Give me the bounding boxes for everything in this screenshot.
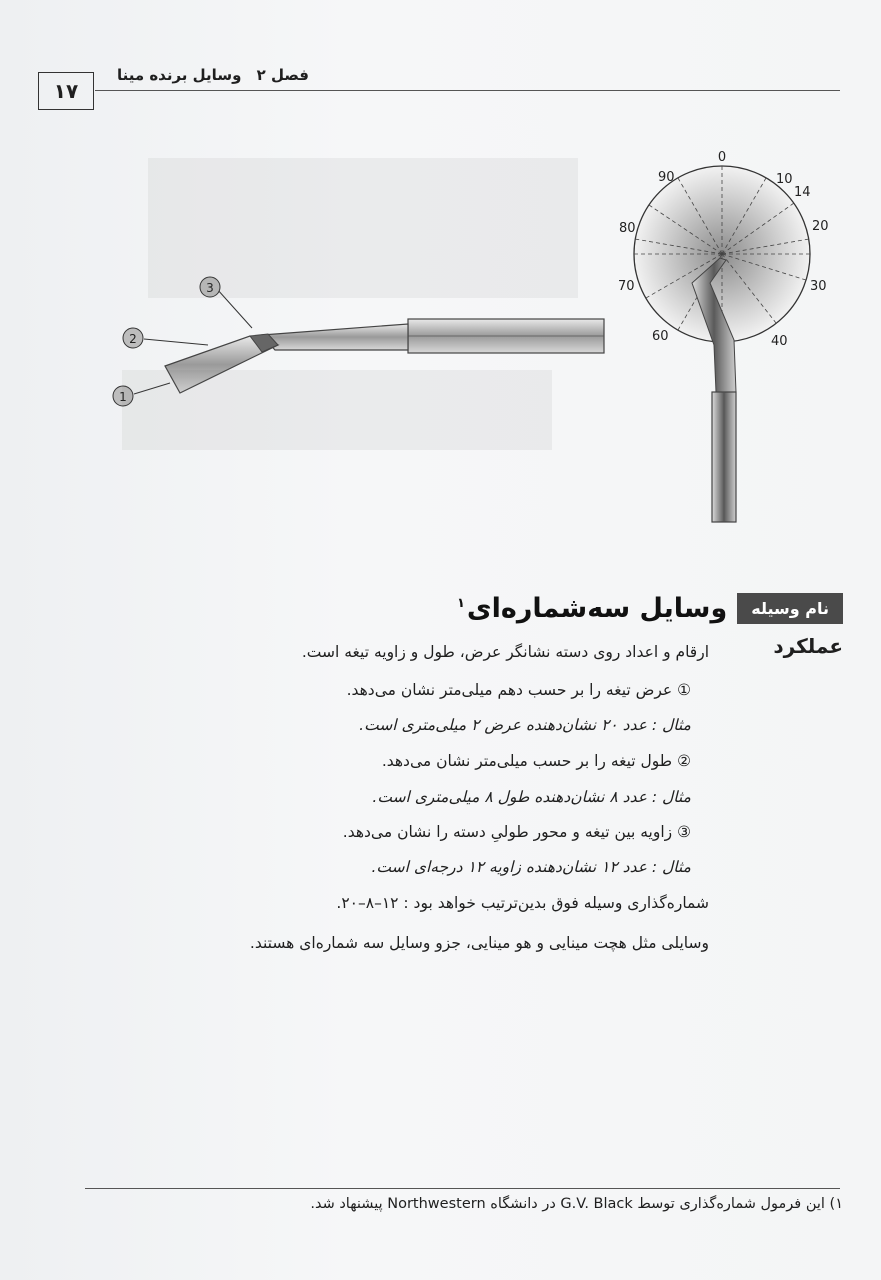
intro-text: ارقام و اعداد روی دسته نشانگر عرض، طول و زاویه تیغه است. [301,643,709,661]
section-heading [457,590,843,626]
item-3 [343,823,691,841]
numbering-text: شماره‌گذاری وسیله فوق بدین‌ترتیب خواهد بود : ۱۲–۸–۲۰. [336,894,709,912]
callout-2 [123,328,208,348]
item-3-example: مثال : عدد ۱۲ نشان‌دهنده زاویه ۱۲ درجه‌ای است. [371,858,691,876]
page-number: ۱۷ [38,72,94,110]
item-1-example: مثال : عدد ۲۰ نشان‌دهنده عرض ۲ میلی‌متری است. [359,716,691,734]
function-label: عملکرد [773,634,843,658]
chapter-title: وسایل برنده مینا [116,66,242,84]
gauge-tick-60: 60 [652,329,669,344]
gauge-tick-80: 80 [619,221,636,236]
gauge-tick-20: 20 [812,219,829,234]
gauge-tick-14: 14 [794,185,811,200]
gauge-tick-0: 0 [717,150,727,165]
chapter-number: فصل ۲ [256,66,309,84]
callout-2-label: 2 [129,332,137,346]
gauge-tick-10: 10 [776,172,793,187]
tool-name-tag: نام وسیله [737,593,843,624]
item-2-text: طول تیغه را بر حسب میلی‌متر نشان می‌دهد. [381,752,673,770]
header-rule [95,90,840,91]
callout-3-label: 3 [206,281,214,295]
item-2 [382,752,691,770]
gauge-tick-30: 30 [810,279,827,294]
running-header [107,66,309,84]
footnote-rule [85,1188,840,1189]
item-3-text: زاویه بین تیغه و محور طولیِ دسته را نشان می‌دهد. [342,823,673,841]
instrument-figure [100,140,860,560]
gauge-tick-90: 90 [658,170,675,185]
closing-text: وسایلی مثل هچت مینایی و هو مینایی، جزو وسایل سه شماره‌ای هستند. [249,934,709,952]
item-1-text: عرض تیغه را بر حسب دهم میلی‌متر نشان می‌دهد. [346,681,673,699]
tool-title [457,593,727,624]
bleed-through-shadow [148,158,578,298]
bleed-through-shadow [122,370,552,450]
instrument-shank [262,324,408,350]
footnote-mark: ۱ [456,595,465,611]
item-3-marker: ③ [677,823,691,841]
callout-1-label: 1 [119,390,127,404]
item-1 [347,681,691,699]
item-2-marker: ② [677,752,691,770]
tool-title-text: وسایل سه‌شماره‌ای [466,592,728,624]
gauge-tick-70: 70 [618,279,635,294]
item-2-example: مثال : عدد ۸ نشان‌دهنده طول ۸ میلی‌متری است. [372,788,691,806]
gauge-tick-40: 40 [771,334,788,349]
item-1-marker: ① [677,681,691,699]
footnote: ۱) این فرمول شماره‌گذاری توسط G.V. Black در دانشگاه Northwestern پیشنهاد شد. [310,1196,843,1212]
